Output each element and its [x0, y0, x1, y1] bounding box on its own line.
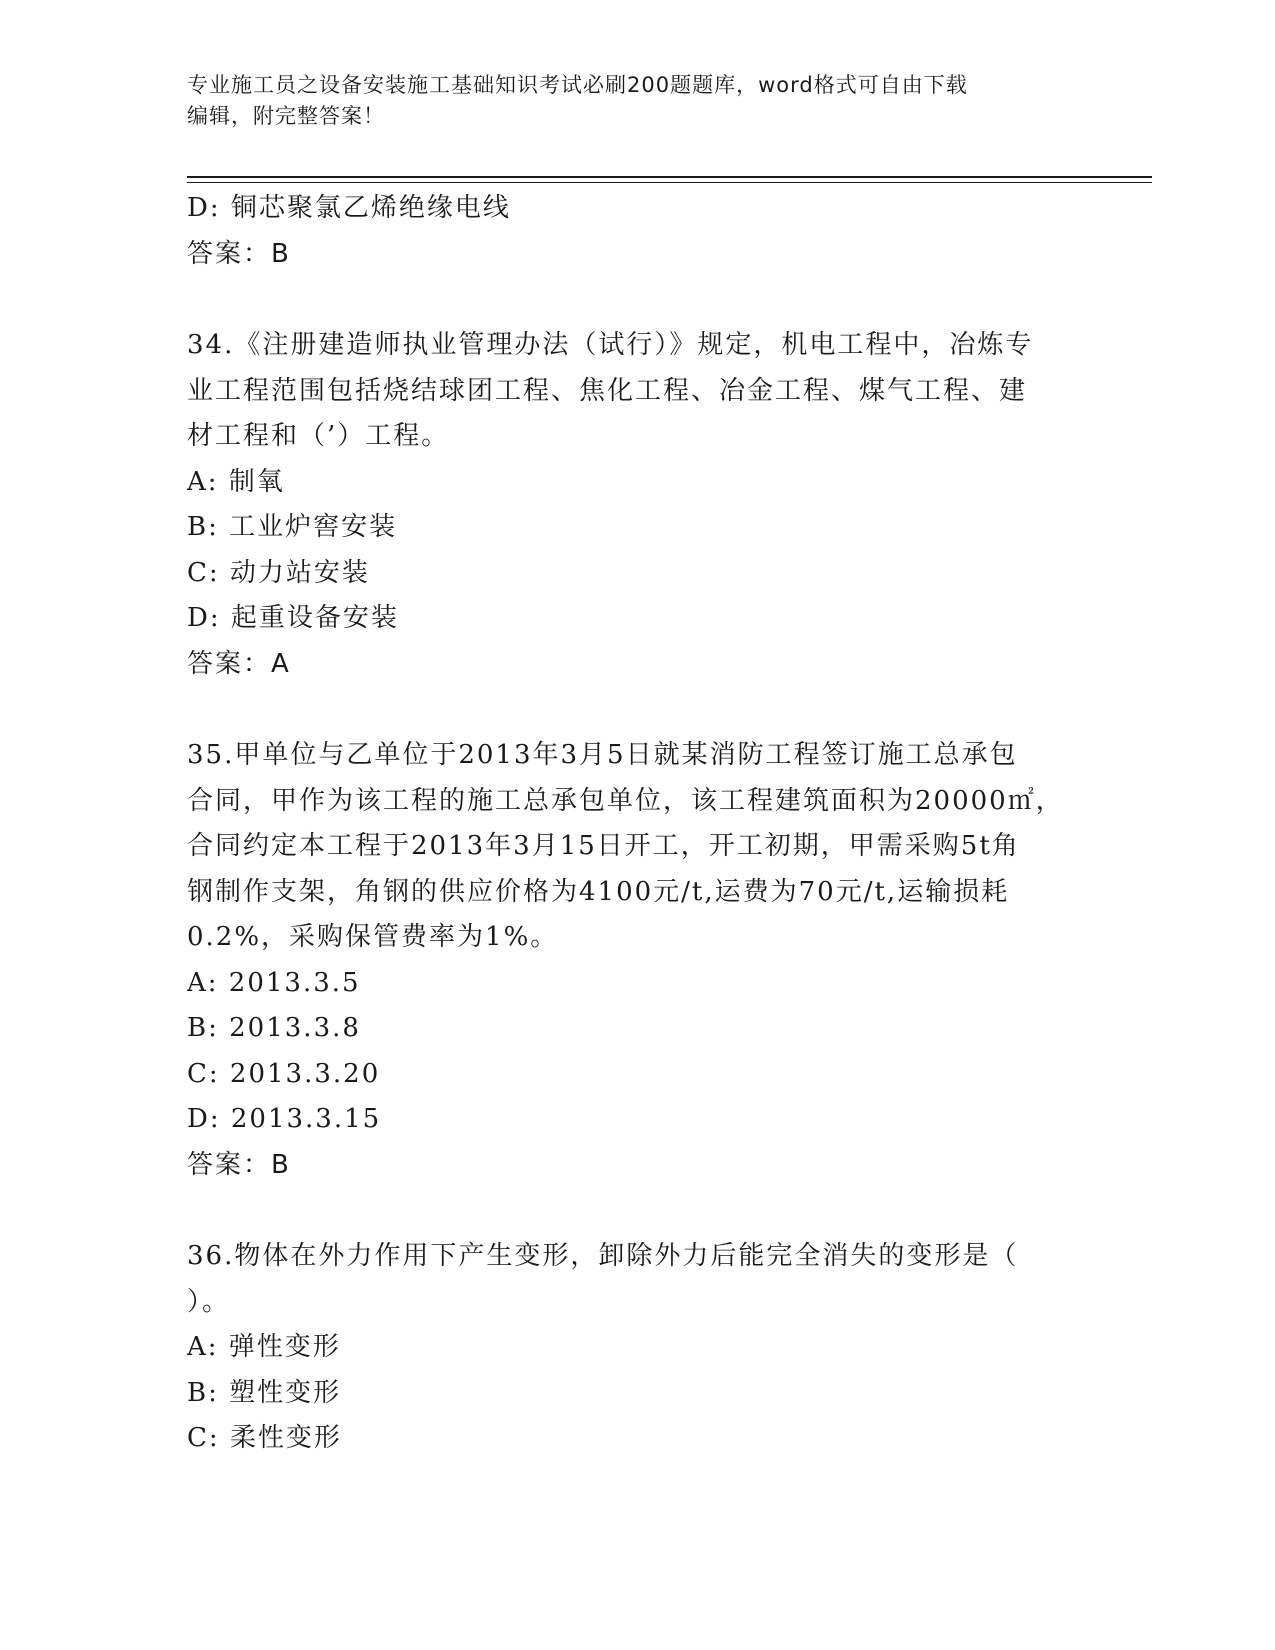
option-b: B: 2013.3.8 [187, 1013, 361, 1043]
question-text-line: 合同，甲作为该工程的施工总承包单位，该工程建筑面积为20000㎡， [187, 785, 1064, 816]
question-text-line: 0.2%，采购保管费率为1%。 [187, 922, 559, 952]
option-d: D: 铜芯聚氯乙烯绝缘电线 [187, 193, 511, 223]
answer-line: 答案：B [187, 1149, 291, 1180]
option-c: C: 柔性变形 [187, 1423, 342, 1453]
question-text-line: 合同约定本工程于2013年3月15日开工，开工初期，甲需采购5t角 [187, 831, 1020, 861]
question-text-line: 36.物体在外力作用下产生变形，卸除外力后能完全消失的变形是（ [187, 1241, 1019, 1271]
option-b: B: 工业炉窖安装 [187, 512, 398, 542]
header-line-1: 专业施工员之设备安装施工基础知识考试必刷200题题库，word格式可自由下载 [187, 73, 968, 97]
document-header [187, 70, 1087, 132]
spacer [187, 687, 1067, 733]
question-text-line: 材工程和（’）工程。 [187, 421, 450, 451]
option-d: D: 2013.3.15 [187, 1104, 382, 1134]
option-c: C: 动力站安装 [187, 557, 370, 588]
answer-line: 答案：B [187, 238, 291, 269]
document-body [187, 186, 1067, 1462]
spacer [187, 1188, 1067, 1234]
question-33-tail [187, 186, 1067, 277]
question-35 [187, 733, 1067, 1188]
option-d: D: 起重设备安装 [187, 603, 399, 633]
question-text-line: 34.《注册建造师执业管理办法（试行）》规定，机电工程中，冶炼专 [187, 330, 1034, 360]
header-divider-thin [187, 182, 1152, 183]
question-text-line: ）。 [187, 1286, 231, 1317]
answer-line: 答案：A [187, 648, 291, 679]
option-c: C: 2013.3.20 [187, 1058, 381, 1089]
question-text-line: 钢制作支架，角钢的供应价格为4100元/t,运费为70元/t,运输损耗 [187, 876, 1010, 907]
question-text-line: 业工程范围包括烧结球团工程、焦化工程、冶金工程、煤气工程、建 [187, 375, 1028, 406]
option-a: A: 制氧 [187, 466, 285, 497]
header-line-2: 编辑，附完整答案！ [187, 104, 385, 128]
option-a: A: 2013.3.5 [187, 967, 361, 998]
option-a: A: 弹性变形 [187, 1332, 341, 1362]
question-text-line: 35.甲单位与乙单位于2013年3月5日就某消防工程签订施工总承包 [187, 740, 1018, 770]
header-divider-thick [187, 176, 1152, 178]
option-b: B: 塑性变形 [187, 1377, 342, 1408]
question-34 [187, 323, 1067, 687]
spacer [187, 277, 1067, 323]
question-36 [187, 1234, 1067, 1462]
